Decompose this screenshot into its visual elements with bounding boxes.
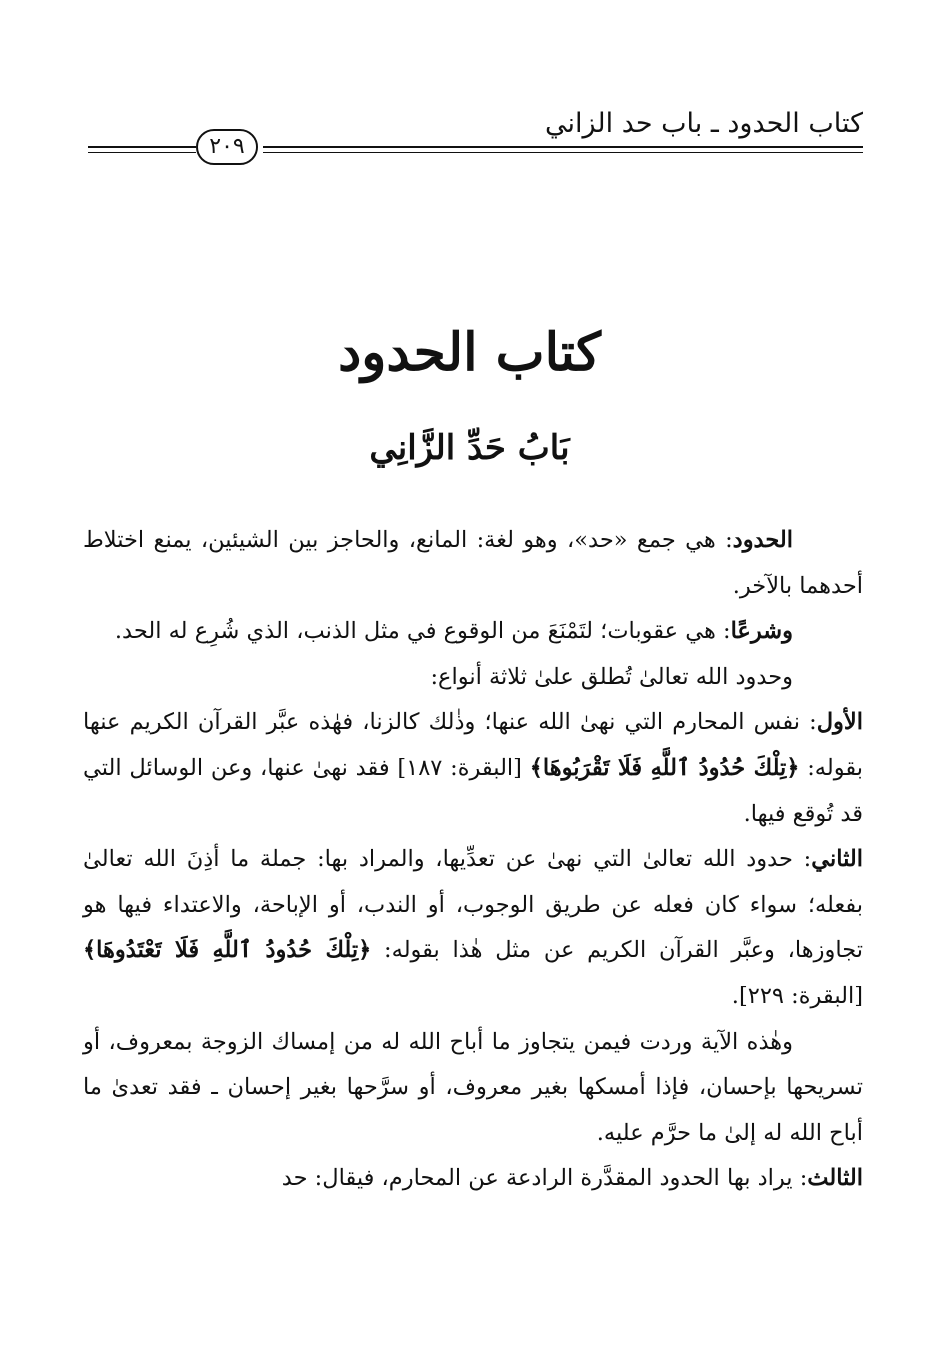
paragraph-text: : يراد بها الحدود المقدَّرة الرادعة عن المحارم، فيقال: حد	[281, 1165, 808, 1192]
paragraph-three-types	[83, 655, 863, 701]
chapter-title: بَابُ حَدِّ الزَّانِي	[369, 428, 570, 468]
term-label: الأول	[816, 709, 863, 736]
paragraph-text: وهٰذه الآية وردت فيمن يتجاوز ما أباح الله له من إمساك الزوجة بمعروف، أو تسريحها بإحسان، فإذا أمسكها بغير معروف، أو سرَّحها بغير إحسان ـ فقد تعدىٰ ما أباح الله له إلىٰ ما حرَّم عليه.	[83, 1028, 863, 1146]
paragraph-text: وحدود الله تعالىٰ تُطلق علىٰ ثلاثة أنواع:	[430, 663, 793, 690]
header-rule-left-thin	[88, 152, 196, 153]
paragraph-second-type	[83, 837, 863, 1019]
paragraph-first-type	[83, 700, 863, 837]
paragraph-text: : هي عقوبات؛ لتَمْنَعَ من الوقوع في مثل الذنب، الذي شُرِع له الحد.	[114, 618, 731, 645]
term-label: الحدود	[732, 527, 793, 553]
header-rule	[263, 146, 863, 148]
running-header	[88, 106, 863, 162]
paragraph-text: : نفس المحارم التي نهىٰ الله عنها؛ وذٰلك كالزنا، فهٰذه عبَّر القرآن الكريم عنها بقوله:	[83, 709, 863, 781]
paragraph-text: : حدود الله تعالىٰ التي نهىٰ عن تعدِّيها، والمراد بها: جملة ما أذِنَ الله تعالىٰ بفعله؛ سواء كان فعله عن طريق الوجوب، أو الندب، أو الإباحة، والاعتداء فيها هو تجاوزها، وعبَّر القرآن الكريم عن مثل هٰذا بقوله:	[83, 846, 863, 964]
quran-verse: ﴿تِلْكَ حُدُودُ ٱللَّهِ فَلَا تَقْرَبُوهَا﴾	[529, 754, 800, 781]
header-rule-left	[88, 146, 196, 148]
paragraph-text: [البقرة: ٢٢٩].	[731, 982, 863, 1009]
paragraph-text: [البقرة: ١٨٧] فقد نهىٰ عنها، وعن الوسائل التي قد تُوقع فيها.	[83, 754, 863, 827]
paragraph-text: : هي جمع «حد»، وهو لغة: المانع، والحاجز بين الشيئين، يمنع اختلاط أحدهما بالآخر.	[83, 527, 863, 599]
book-title: كتاب الحدود	[338, 322, 601, 383]
running-title: كتاب الحدود ـ باب حد الزاني	[544, 108, 863, 139]
term-label: الثاني	[811, 846, 863, 873]
paragraph-hudud-definition	[83, 518, 863, 609]
body-text	[83, 518, 863, 1202]
paragraph-verse-explanation	[83, 1020, 863, 1157]
page-number: ٢٠٩	[196, 129, 258, 165]
term-label: وشرعًا	[730, 618, 793, 645]
paragraph-sharan	[83, 609, 863, 655]
paragraph-third-type	[83, 1156, 863, 1202]
term-label: الثالث	[807, 1165, 863, 1192]
quran-verse: ﴿تِلْكَ حُدُودُ ٱللَّهِ فَلَا تَعْتَدُوهَا﴾	[83, 937, 372, 964]
header-rule-thin	[263, 152, 863, 153]
